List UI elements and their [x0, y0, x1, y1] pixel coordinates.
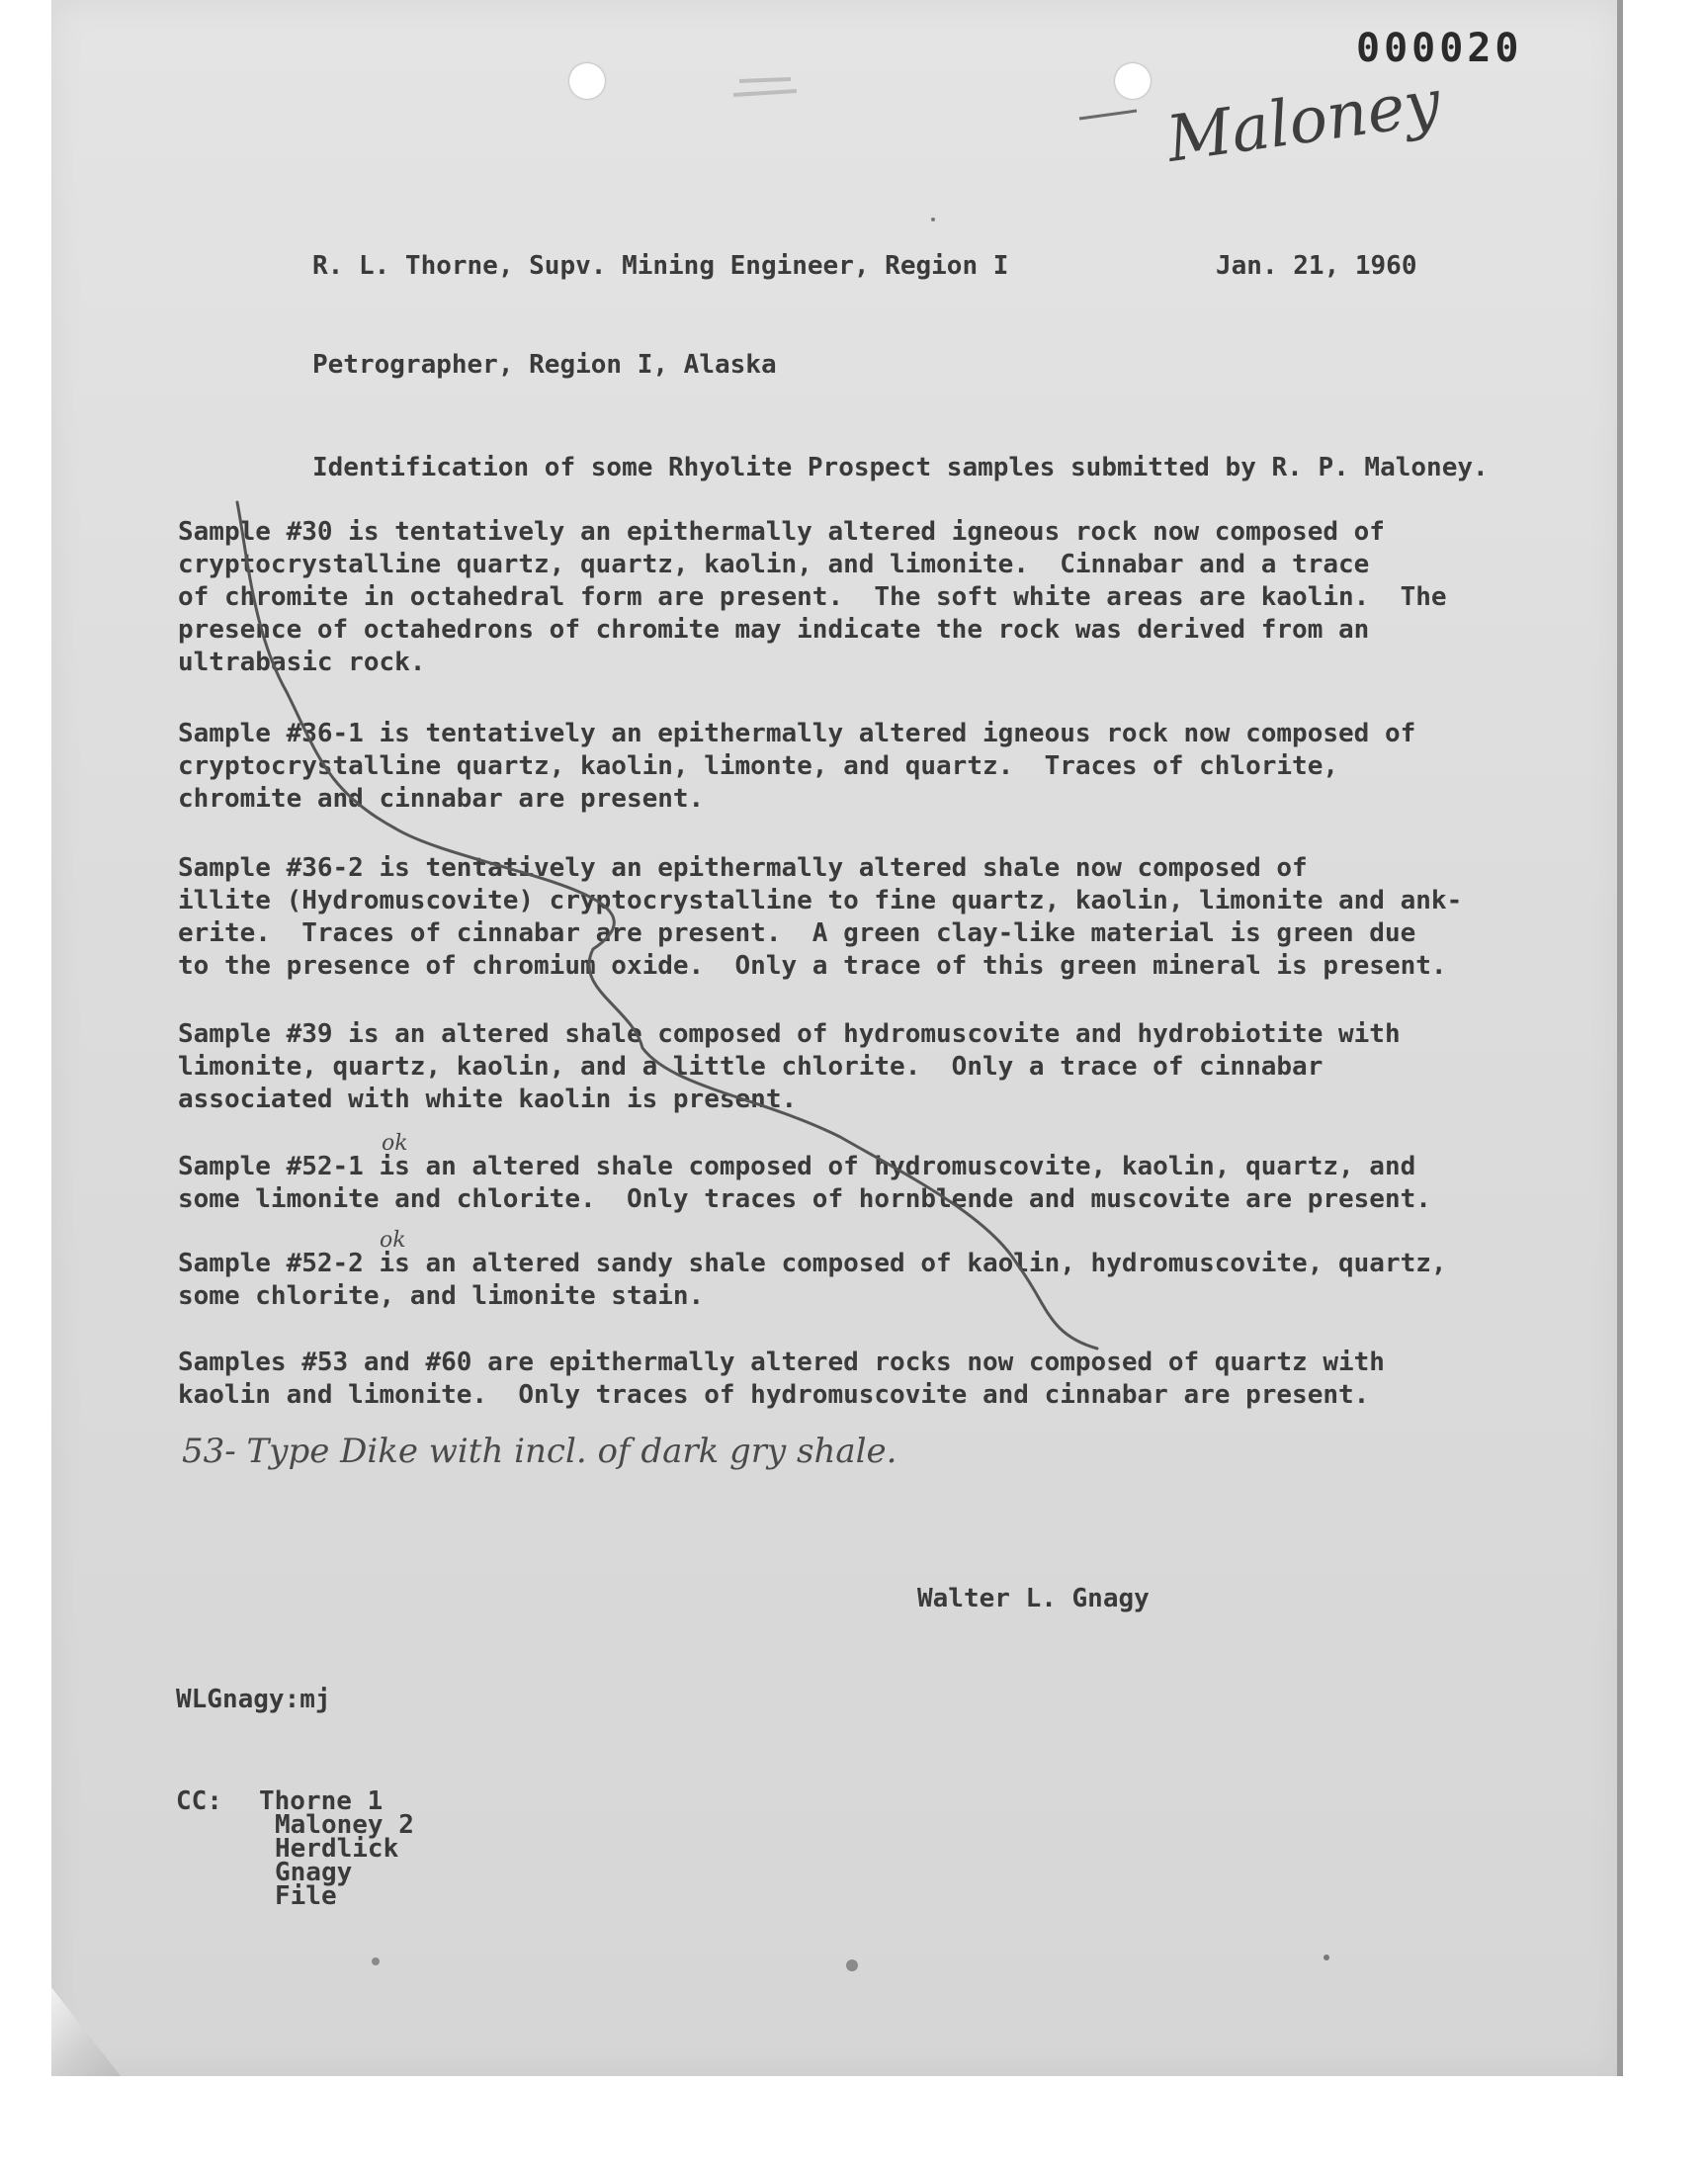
sheet-edge [1617, 0, 1623, 2076]
handwritten-ok-1: ok [382, 1131, 408, 1156]
sample-36-2-paragraph: Sample #36-2 is tentatively an epithermally altered shale now composed of illite (Hydromuscovite) cryptocrystalline to fine quartz, kaolin, limonite and ank- erite. Traces of cinnabar are present. A green clay-like material is green due to the presence of chromium oxide. Only a trace of this green mineral is present. [178, 853, 1463, 981]
handwritten-ok-2: ok [380, 1228, 406, 1253]
cc-recipient: Gnagy [275, 1858, 353, 1887]
memo-date: Jan. 21, 1960 [1216, 251, 1417, 281]
cc-list [259, 1786, 414, 1911]
cc-recipient: Maloney 2 [275, 1810, 414, 1840]
sample-52-1-paragraph: Sample #52-1 is an altered shale composed of hydromuscovite, kaolin, quartz, and some limonite and chlorite. Only traces of hornblende and muscovite are present. [178, 1152, 1431, 1214]
document-number: 000020 [1356, 26, 1523, 71]
sample-39-paragraph: Sample #39 is an altered shale composed of hydromuscovite and hydrobiotite with limonite, quartz, kaolin, and a little chlorite. Only a trace of cinnabar associated with white kaolin is present. [178, 1019, 1401, 1114]
handwritten-name: Maloney [1162, 66, 1445, 177]
sample-30-paragraph: Sample #30 is tentatively an epithermally altered igneous rock now composed of cryptocrystalline quartz, quartz, kaolin, and limonite. Cinnabar and a trace of chromite in octahedral form are present. The soft white areas are kaolin. The presence of octahedrons of chromite may indicate the rock was derived from an ultrabasic rock. [178, 517, 1447, 677]
samples-53-60-paragraph: Samples #53 and #60 are epithermally altered rocks now composed of quartz with kaolin and limonite. Only traces of hydromuscovite and cinnabar are present. [178, 1348, 1385, 1410]
handwritten-bottom-note: 53- Type Dike with incl. of dark gry shale. [182, 1432, 897, 1471]
memo-from: Petrographer, Region I, Alaska [312, 350, 777, 380]
punch-hole-left [569, 63, 605, 99]
punch-hole-right [1115, 63, 1151, 99]
sample-52-2-paragraph: Sample #52-2 is an altered sandy shale composed of kaolin, hydromuscovite, quartz, some chlorite, and limonite stain. [178, 1249, 1447, 1311]
cc-recipient: Herdlick [275, 1834, 399, 1864]
memo-subject: Identification of some Rhyolite Prospect samples submitted by R. P. Maloney. [312, 453, 1489, 482]
memo-to: R. L. Thorne, Supv. Mining Engineer, Region I [312, 251, 1009, 281]
signature: Walter L. Gnagy [917, 1584, 1150, 1613]
cc-label: CC: [176, 1786, 222, 1816]
cc-recipient: File [275, 1881, 337, 1911]
sample-36-1-paragraph: Sample #36-1 is tentatively an epithermally altered igneous rock now composed of cryptocrystalline quartz, kaolin, limonte, and quartz. Traces of chlorite, chromite and cinnabar are present. [178, 719, 1416, 814]
cc-recipient: Thorne 1 [259, 1786, 384, 1816]
typist-initials: WLGnagy:mj [176, 1685, 331, 1714]
